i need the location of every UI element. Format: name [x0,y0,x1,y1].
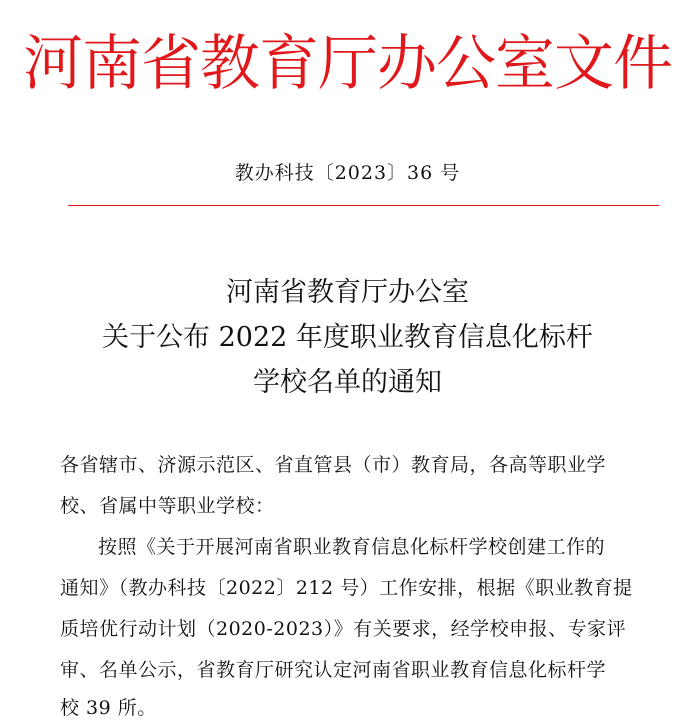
paragraph-line-5: 校 39 所。 [60,697,157,719]
issuer-masthead: 河南省教育厅办公室文件 [23,29,672,99]
paragraph-line-2: 通知》（教办科技〔2022〕212 号）工作安排，根据《职业教育提 [60,577,633,599]
red-divider-line [68,205,659,206]
notice-title-line-2: 关于公布 2022 年度职业教育信息化标杆 [102,322,593,353]
addressee-line-2: 校、省属中等职业学校： [60,495,275,517]
notice-title-line-1: 河南省教育厅办公室 [226,277,469,308]
notice-title-line-3: 学校名单的通知 [253,367,442,398]
paragraph-line-1: 按照《关于开展河南省职业教育信息化标杆学校创建工作的 [98,536,606,558]
paragraph-line-3: 质培优行动计划（2020-2023）》有关要求，经学校申报、专家评 [60,618,627,640]
paragraph-line-4: 审、名单公示，省教育厅研究认定河南省职业教育信息化标杆学 [60,659,607,681]
document-number: 教办科技〔2023〕36 号 [234,162,461,184]
addressee-line-1: 各省辖市、济源示范区、省直管县（市）教育局，各高等职业学 [60,454,607,476]
